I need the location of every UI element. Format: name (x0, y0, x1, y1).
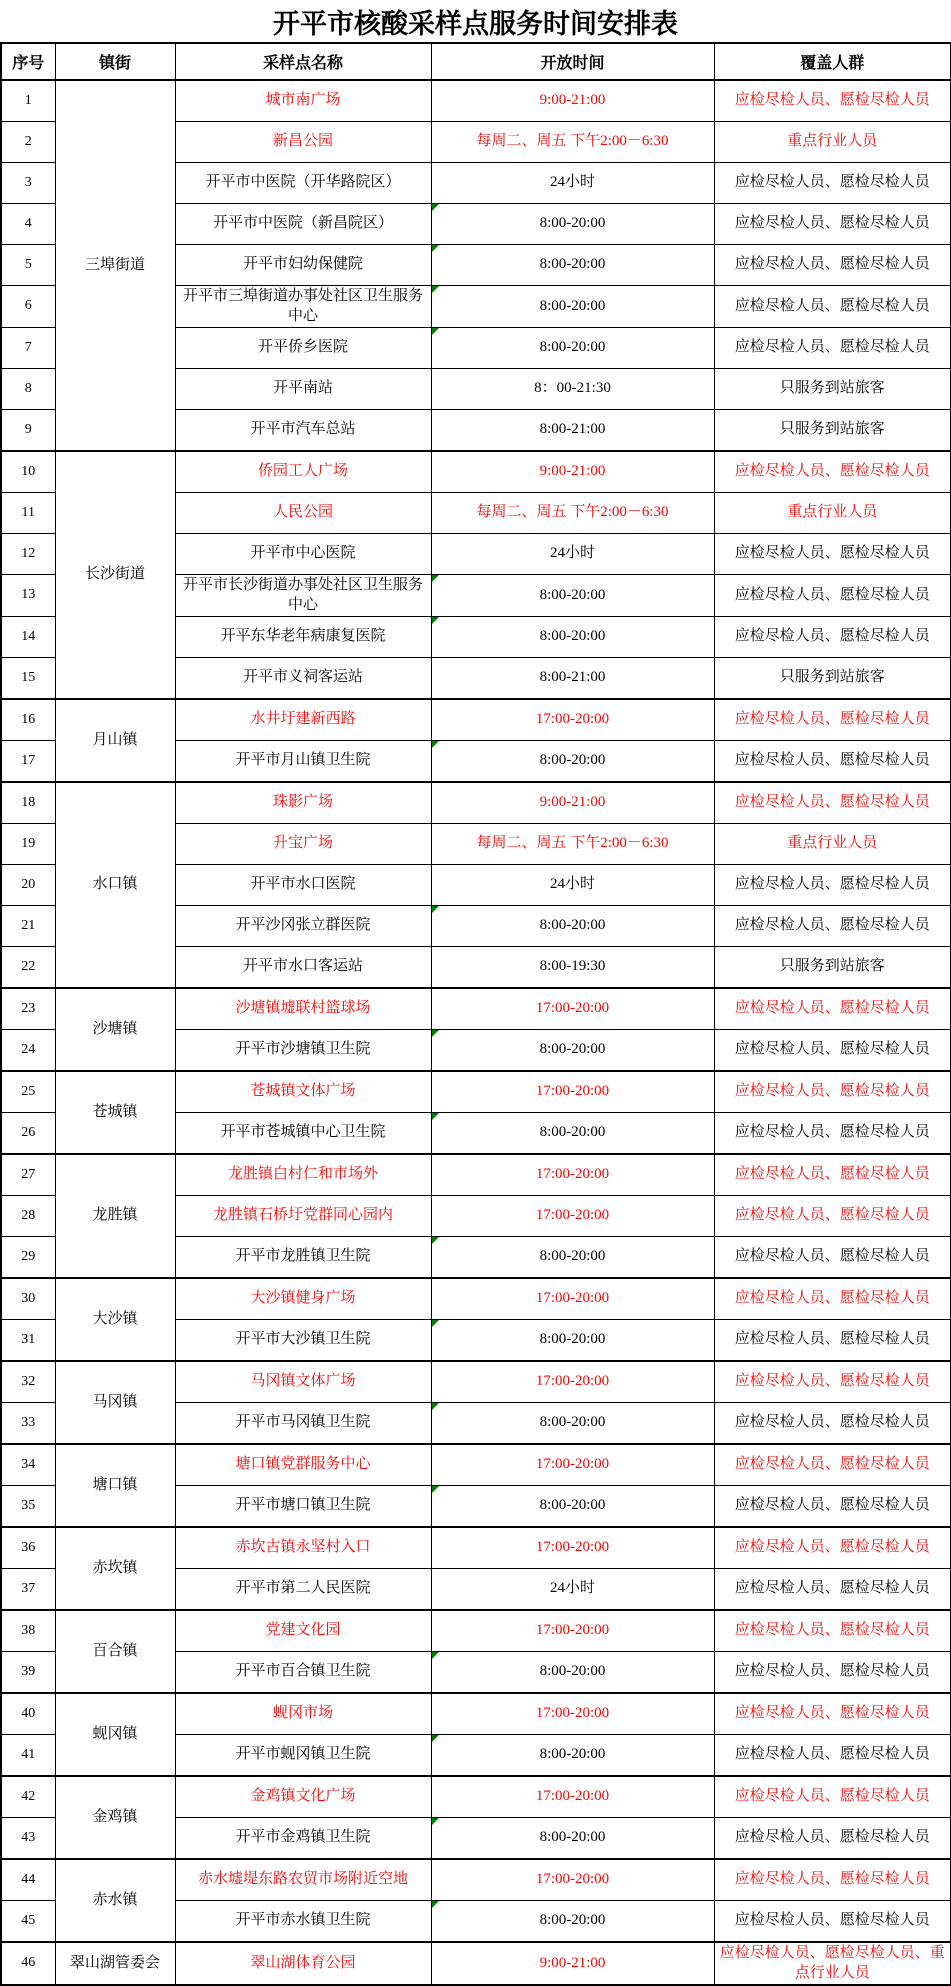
site-name-cell: 开平市月山镇卫生院 (175, 741, 431, 783)
open-time-text: 8:00-20:00 (539, 917, 606, 934)
col-header-coverage: 覆盖人群 (714, 43, 951, 80)
row-number-cell: 39 (1, 1652, 55, 1694)
town-cell: 翠山湖管委会 (55, 1942, 175, 1985)
open-time-cell (431, 1859, 714, 1901)
col-header-site: 采样点名称 (175, 43, 431, 80)
coverage-cell: 应检尽检人员、愿检尽检人员 (714, 575, 951, 617)
coverage-cell: 应检尽检人员、愿检尽检人员 (714, 865, 951, 906)
row-number-cell: 42 (1, 1776, 55, 1818)
open-time-cell (431, 451, 714, 493)
open-time-cell (431, 1320, 714, 1362)
open-time-text: 24小时 (549, 876, 595, 893)
row-number-cell: 26 (1, 1113, 55, 1155)
site-name-cell: 水井圩建新西路 (175, 699, 431, 741)
row-number-cell: 41 (1, 1735, 55, 1777)
cell-corner-marker-icon (432, 328, 439, 335)
coverage-cell: 应检尽检人员、愿检尽检人员 (714, 1901, 951, 1943)
table-row (1, 782, 951, 824)
col-header-index: 序号 (1, 43, 55, 80)
open-time-text: 8:00-21:00 (539, 669, 606, 686)
open-time-text: 8:00-20:00 (539, 256, 606, 273)
row-number-cell: 32 (1, 1361, 55, 1403)
open-time-text: 9:00-21:00 (539, 1954, 606, 1971)
coverage-cell: 应检尽检人员、愿检尽检人员 (714, 1361, 951, 1403)
open-time-text: 8：00-21:30 (534, 380, 611, 397)
open-time-text: 8:00-20:00 (539, 1331, 606, 1348)
coverage-cell: 应检尽检人员、愿检尽检人员 (714, 1652, 951, 1694)
coverage-cell: 应检尽检人员、愿检尽检人员 (714, 1071, 951, 1113)
open-time-text: 8:00-20:00 (539, 215, 606, 232)
table-row (1, 1154, 951, 1196)
coverage-cell: 应检尽检人员、愿检尽检人员 (714, 782, 951, 824)
open-time-text: 每周二、周五 下午2:00－6:30 (476, 504, 669, 521)
open-time-cell (431, 122, 714, 163)
open-time-text: 8:00-20:00 (539, 752, 606, 769)
open-time-text: 17:00-20:00 (535, 711, 610, 728)
row-number-cell: 45 (1, 1901, 55, 1943)
coverage-cell: 应检尽检人员、愿检尽检人员 (714, 1776, 951, 1818)
open-time-cell (431, 699, 714, 741)
open-time-cell (431, 1735, 714, 1777)
site-name-cell: 开平市妇幼保健院 (175, 245, 431, 286)
coverage-cell: 应检尽检人员、愿检尽检人员 (714, 1693, 951, 1735)
open-time-text: 每周二、周五 下午2:00－6:30 (476, 835, 669, 852)
open-time-text: 每周二、周五 下午2:00－6:30 (476, 133, 669, 150)
row-number-cell: 33 (1, 1403, 55, 1445)
coverage-cell: 应检尽检人员、愿检尽检人员 (714, 1444, 951, 1486)
coverage-cell: 应检尽检人员、愿检尽检人员 (714, 988, 951, 1030)
open-time-text: 8:00-20:00 (539, 628, 606, 645)
row-number-cell: 5 (1, 245, 55, 286)
page-title: 开平市核酸采样点服务时间安排表 (273, 9, 678, 39)
coverage-cell: 应检尽检人员、愿检尽检人员 (714, 1278, 951, 1320)
open-time-cell (431, 988, 714, 1030)
open-time-text: 17:00-20:00 (535, 1207, 610, 1224)
open-time-cell (431, 1569, 714, 1611)
row-number-cell: 6 (1, 286, 55, 328)
site-name-cell: 开平市三埠街道办事处社区卫生服务中心 (175, 286, 431, 328)
open-time-text: 17:00-20:00 (535, 1373, 610, 1390)
cell-corner-marker-icon (432, 906, 439, 913)
row-number-cell: 35 (1, 1486, 55, 1528)
row-number-cell: 46 (1, 1942, 55, 1985)
site-name-cell: 人民公园 (175, 493, 431, 534)
site-name-cell: 开平市长沙街道办事处社区卫生服务中心 (175, 575, 431, 617)
open-time-cell (431, 741, 714, 783)
coverage-cell: 应检尽检人员、愿检尽检人员 (714, 1818, 951, 1860)
cell-corner-marker-icon (432, 1030, 439, 1037)
coverage-cell: 应检尽检人员、愿检尽检人员 (714, 906, 951, 947)
cell-corner-marker-icon (432, 1113, 439, 1120)
open-time-text: 9:00-21:00 (539, 463, 606, 480)
open-time-cell (431, 410, 714, 452)
open-time-cell (431, 1818, 714, 1860)
coverage-cell: 应检尽检人员、愿检尽检人员 (714, 1030, 951, 1072)
town-cell: 苍城镇 (55, 1071, 175, 1154)
row-number-cell: 8 (1, 369, 55, 410)
cell-corner-marker-icon (432, 617, 439, 624)
coverage-cell: 重点行业人员 (714, 824, 951, 865)
site-name-cell: 沙塘镇墟联村篮球场 (175, 988, 431, 1030)
open-time-text: 17:00-20:00 (535, 1622, 610, 1639)
site-name-cell: 升宝广场 (175, 824, 431, 865)
open-time-cell (431, 493, 714, 534)
open-time-text: 8:00-20:00 (539, 1248, 606, 1265)
row-number-cell: 2 (1, 122, 55, 163)
coverage-cell: 应检尽检人员、愿检尽检人员 (714, 451, 951, 493)
site-name-cell: 开平市中心医院 (175, 534, 431, 575)
coverage-cell: 重点行业人员 (714, 122, 951, 163)
site-name-cell: 开平东华老年病康复医院 (175, 617, 431, 658)
site-name-cell: 翠山湖体育公园 (175, 1942, 431, 1985)
site-name-cell: 开平市中医院（开华路院区） (175, 163, 431, 204)
cell-corner-marker-icon (432, 286, 439, 293)
row-number-cell: 29 (1, 1237, 55, 1279)
town-cell: 三埠街道 (55, 80, 175, 451)
open-time-cell (431, 1776, 714, 1818)
site-name-cell: 开平市金鸡镇卫生院 (175, 1818, 431, 1860)
open-time-cell (431, 245, 714, 286)
open-time-cell (431, 1196, 714, 1237)
open-time-text: 8:00-20:00 (539, 1746, 606, 1763)
open-time-cell (431, 1403, 714, 1445)
site-name-cell: 开平市龙胜镇卫生院 (175, 1237, 431, 1279)
town-cell: 月山镇 (55, 699, 175, 782)
open-time-text: 8:00-20:00 (539, 1497, 606, 1514)
table-row (1, 988, 951, 1030)
open-time-cell (431, 658, 714, 700)
row-number-cell: 12 (1, 534, 55, 575)
open-time-cell (431, 286, 714, 328)
row-number-cell: 17 (1, 741, 55, 783)
town-cell: 蚬冈镇 (55, 1693, 175, 1776)
cell-corner-marker-icon (432, 1237, 439, 1244)
site-name-cell: 开平市水口医院 (175, 865, 431, 906)
coverage-cell: 应检尽检人员、愿检尽检人员 (714, 1610, 951, 1652)
open-time-text: 17:00-20:00 (535, 1788, 610, 1805)
open-time-text: 8:00-20:00 (539, 586, 606, 603)
row-number-cell: 13 (1, 575, 55, 617)
coverage-cell: 应检尽检人员、愿检尽检人员 (714, 80, 951, 122)
row-number-cell: 30 (1, 1278, 55, 1320)
row-number-cell: 31 (1, 1320, 55, 1362)
open-time-text: 8:00-20:00 (539, 1124, 606, 1141)
coverage-cell: 应检尽检人员、愿检尽检人员 (714, 741, 951, 783)
table-row (1, 1776, 951, 1818)
row-number-cell: 19 (1, 824, 55, 865)
open-time-text: 17:00-20:00 (535, 1083, 610, 1100)
row-number-cell: 11 (1, 493, 55, 534)
cell-corner-marker-icon (432, 245, 439, 252)
coverage-cell: 只服务到站旅客 (714, 658, 951, 700)
open-time-cell (431, 328, 714, 369)
open-time-cell (431, 1527, 714, 1569)
open-time-text: 8:00-19:30 (539, 958, 606, 975)
coverage-cell: 应检尽检人员、愿检尽检人员 (714, 1320, 951, 1362)
site-name-cell: 开平市汽车总站 (175, 410, 431, 452)
coverage-cell: 应检尽检人员、愿检尽检人员 (714, 1196, 951, 1237)
site-name-cell: 马冈镇文体广场 (175, 1361, 431, 1403)
town-cell: 沙塘镇 (55, 988, 175, 1071)
open-time-text: 17:00-20:00 (535, 1290, 610, 1307)
table-body (1, 80, 951, 1985)
open-time-cell (431, 1071, 714, 1113)
site-name-cell: 开平市沙塘镇卫生院 (175, 1030, 431, 1072)
row-number-cell: 28 (1, 1196, 55, 1237)
row-number-cell: 7 (1, 328, 55, 369)
open-time-cell (431, 906, 714, 947)
row-number-cell: 21 (1, 906, 55, 947)
open-time-cell (431, 369, 714, 410)
site-name-cell: 开平市马冈镇卫生院 (175, 1403, 431, 1445)
open-time-text: 8:00-20:00 (539, 297, 606, 314)
open-time-cell (431, 1154, 714, 1196)
open-time-text: 8:00-20:00 (539, 1663, 606, 1680)
row-number-cell: 43 (1, 1818, 55, 1860)
site-name-cell: 龙胜镇白村仁和市场外 (175, 1154, 431, 1196)
coverage-cell: 应检尽检人员、愿检尽检人员、重点行业人员 (714, 1942, 951, 1985)
row-number-cell: 24 (1, 1030, 55, 1072)
open-time-cell (431, 947, 714, 989)
coverage-cell: 重点行业人员 (714, 493, 951, 534)
open-time-cell (431, 1237, 714, 1279)
open-time-cell (431, 80, 714, 122)
cell-corner-marker-icon (432, 1486, 439, 1493)
town-cell: 龙胜镇 (55, 1154, 175, 1278)
open-time-cell (431, 1610, 714, 1652)
open-time-text: 17:00-20:00 (535, 1871, 610, 1888)
town-cell: 水口镇 (55, 782, 175, 988)
header-row (1, 43, 951, 80)
row-number-cell: 36 (1, 1527, 55, 1569)
open-time-cell (431, 617, 714, 658)
coverage-cell: 应检尽检人员、愿检尽检人员 (714, 245, 951, 286)
row-number-cell: 1 (1, 80, 55, 122)
coverage-cell: 应检尽检人员、愿检尽检人员 (714, 1113, 951, 1155)
open-time-text: 24小时 (549, 1580, 595, 1597)
site-name-cell: 开平市义祠客运站 (175, 658, 431, 700)
coverage-cell: 应检尽检人员、愿检尽检人员 (714, 1735, 951, 1777)
table-row (1, 451, 951, 493)
row-number-cell: 25 (1, 1071, 55, 1113)
cell-corner-marker-icon (432, 1320, 439, 1327)
site-name-cell: 金鸡镇文化广场 (175, 1776, 431, 1818)
open-time-cell (431, 1113, 714, 1155)
row-number-cell: 10 (1, 451, 55, 493)
open-time-text: 24小时 (549, 545, 595, 562)
open-time-text: 17:00-20:00 (535, 1456, 610, 1473)
cell-corner-marker-icon (432, 204, 439, 211)
site-name-cell: 开平市水口客运站 (175, 947, 431, 989)
row-number-cell: 18 (1, 782, 55, 824)
site-name-cell: 龙胜镇石桥圩党群同心园内 (175, 1196, 431, 1237)
site-name-cell: 新昌公园 (175, 122, 431, 163)
open-time-cell (431, 1901, 714, 1943)
table-row (1, 1610, 951, 1652)
coverage-cell: 应检尽检人员、愿检尽检人员 (714, 1569, 951, 1611)
site-name-cell: 开平市百合镇卫生院 (175, 1652, 431, 1694)
coverage-cell: 只服务到站旅客 (714, 947, 951, 989)
row-number-cell: 20 (1, 865, 55, 906)
open-time-text: 17:00-20:00 (535, 1000, 610, 1017)
open-time-text: 8:00-20:00 (539, 339, 606, 356)
site-name-cell: 开平市蚬冈镇卫生院 (175, 1735, 431, 1777)
town-cell: 赤坎镇 (55, 1527, 175, 1610)
row-number-cell: 3 (1, 163, 55, 204)
coverage-cell: 应检尽检人员、愿检尽检人员 (714, 1859, 951, 1901)
town-cell: 塘口镇 (55, 1444, 175, 1527)
open-time-text: 9:00-21:00 (539, 794, 606, 811)
open-time-text: 17:00-20:00 (535, 1166, 610, 1183)
coverage-cell: 应检尽检人员、愿检尽检人员 (714, 617, 951, 658)
site-name-cell: 开平沙冈张立群医院 (175, 906, 431, 947)
site-name-cell: 蚬冈市场 (175, 1693, 431, 1735)
open-time-text: 8:00-20:00 (539, 1912, 606, 1929)
town-cell: 马冈镇 (55, 1361, 175, 1444)
open-time-cell (431, 824, 714, 865)
coverage-cell: 应检尽检人员、愿检尽检人员 (714, 1237, 951, 1279)
col-header-time: 开放时间 (431, 43, 714, 80)
site-name-cell: 党建文化园 (175, 1610, 431, 1652)
site-name-cell: 开平市塘口镇卫生院 (175, 1486, 431, 1528)
row-number-cell: 44 (1, 1859, 55, 1901)
site-name-cell: 开平市第二人民医院 (175, 1569, 431, 1611)
open-time-cell (431, 575, 714, 617)
cell-corner-marker-icon (432, 741, 439, 748)
row-number-cell: 40 (1, 1693, 55, 1735)
open-time-text: 8:00-20:00 (539, 1041, 606, 1058)
cell-corner-marker-icon (432, 1652, 439, 1659)
open-time-cell (431, 865, 714, 906)
open-time-cell (431, 534, 714, 575)
cell-corner-marker-icon (432, 575, 439, 582)
row-number-cell: 4 (1, 204, 55, 245)
open-time-cell (431, 1030, 714, 1072)
open-time-text: 17:00-20:00 (535, 1705, 610, 1722)
open-time-text: 24小时 (549, 174, 595, 191)
site-name-cell: 开平南站 (175, 369, 431, 410)
open-time-text: 8:00-20:00 (539, 1414, 606, 1431)
site-name-cell: 开平市中医院（新昌院区） (175, 204, 431, 245)
open-time-cell (431, 1278, 714, 1320)
table-row (1, 80, 951, 122)
coverage-cell: 只服务到站旅客 (714, 369, 951, 410)
row-number-cell: 15 (1, 658, 55, 700)
coverage-cell: 应检尽检人员、愿检尽检人员 (714, 286, 951, 328)
site-name-cell: 大沙镇健身广场 (175, 1278, 431, 1320)
coverage-cell: 应检尽检人员、愿检尽检人员 (714, 163, 951, 204)
open-time-cell (431, 1652, 714, 1694)
row-number-cell: 22 (1, 947, 55, 989)
row-number-cell: 14 (1, 617, 55, 658)
row-number-cell: 34 (1, 1444, 55, 1486)
table-row (1, 1693, 951, 1735)
site-name-cell: 开平市大沙镇卫生院 (175, 1320, 431, 1362)
town-cell: 百合镇 (55, 1610, 175, 1693)
open-time-text: 9:00-21:00 (539, 92, 606, 109)
table-row (1, 1444, 951, 1486)
site-name-cell: 开平侨乡医院 (175, 328, 431, 369)
town-cell: 金鸡镇 (55, 1776, 175, 1859)
coverage-cell: 应检尽检人员、愿检尽检人员 (714, 1154, 951, 1196)
coverage-cell: 应检尽检人员、愿检尽检人员 (714, 204, 951, 245)
open-time-cell (431, 204, 714, 245)
open-time-cell (431, 1942, 714, 1985)
site-name-cell: 珠影广场 (175, 782, 431, 824)
coverage-cell: 应检尽检人员、愿检尽检人员 (714, 534, 951, 575)
row-number-cell: 9 (1, 410, 55, 452)
open-time-text: 17:00-20:00 (535, 1539, 610, 1556)
open-time-cell (431, 1361, 714, 1403)
cell-corner-marker-icon (432, 1901, 439, 1908)
coverage-cell: 应检尽检人员、愿检尽检人员 (714, 328, 951, 369)
open-time-text: 8:00-21:00 (539, 421, 606, 438)
table-row (1, 1361, 951, 1403)
site-name-cell: 开平市苍城镇中心卫生院 (175, 1113, 431, 1155)
site-name-cell: 赤水墟堤东路农贸市场附近空地 (175, 1859, 431, 1901)
open-time-cell (431, 1486, 714, 1528)
site-name-cell: 城市南广场 (175, 80, 431, 122)
town-cell: 大沙镇 (55, 1278, 175, 1361)
open-time-text: 8:00-20:00 (539, 1829, 606, 1846)
coverage-cell: 应检尽检人员、愿检尽检人员 (714, 1403, 951, 1445)
coverage-cell: 只服务到站旅客 (714, 410, 951, 452)
open-time-cell (431, 782, 714, 824)
table-row (1, 1942, 951, 1985)
table-row (1, 699, 951, 741)
site-name-cell: 苍城镇文体广场 (175, 1071, 431, 1113)
row-number-cell: 27 (1, 1154, 55, 1196)
row-number-cell: 38 (1, 1610, 55, 1652)
row-number-cell: 37 (1, 1569, 55, 1611)
open-time-cell (431, 163, 714, 204)
sampling-points-table (0, 42, 951, 1986)
table-row (1, 1278, 951, 1320)
coverage-cell: 应检尽检人员、愿检尽检人员 (714, 1527, 951, 1569)
table-row (1, 1071, 951, 1113)
open-time-cell (431, 1444, 714, 1486)
site-name-cell: 开平市赤水镇卫生院 (175, 1901, 431, 1943)
table-row (1, 1527, 951, 1569)
coverage-cell: 应检尽检人员、愿检尽检人员 (714, 1486, 951, 1528)
site-name-cell: 塘口镇党群服务中心 (175, 1444, 431, 1486)
cell-corner-marker-icon (432, 1403, 439, 1410)
cell-corner-marker-icon (432, 1735, 439, 1742)
site-name-cell: 赤坎古镇永坚村入口 (175, 1527, 431, 1569)
open-time-cell (431, 1693, 714, 1735)
coverage-cell: 应检尽检人员、愿检尽检人员 (714, 699, 951, 741)
row-number-cell: 16 (1, 699, 55, 741)
table-row (1, 1859, 951, 1901)
town-cell: 长沙街道 (55, 451, 175, 699)
row-number-cell: 23 (1, 988, 55, 1030)
cell-corner-marker-icon (432, 1818, 439, 1825)
col-header-town: 镇街 (55, 43, 175, 80)
site-name-cell: 侨园工人广场 (175, 451, 431, 493)
town-cell: 赤水镇 (55, 1859, 175, 1942)
